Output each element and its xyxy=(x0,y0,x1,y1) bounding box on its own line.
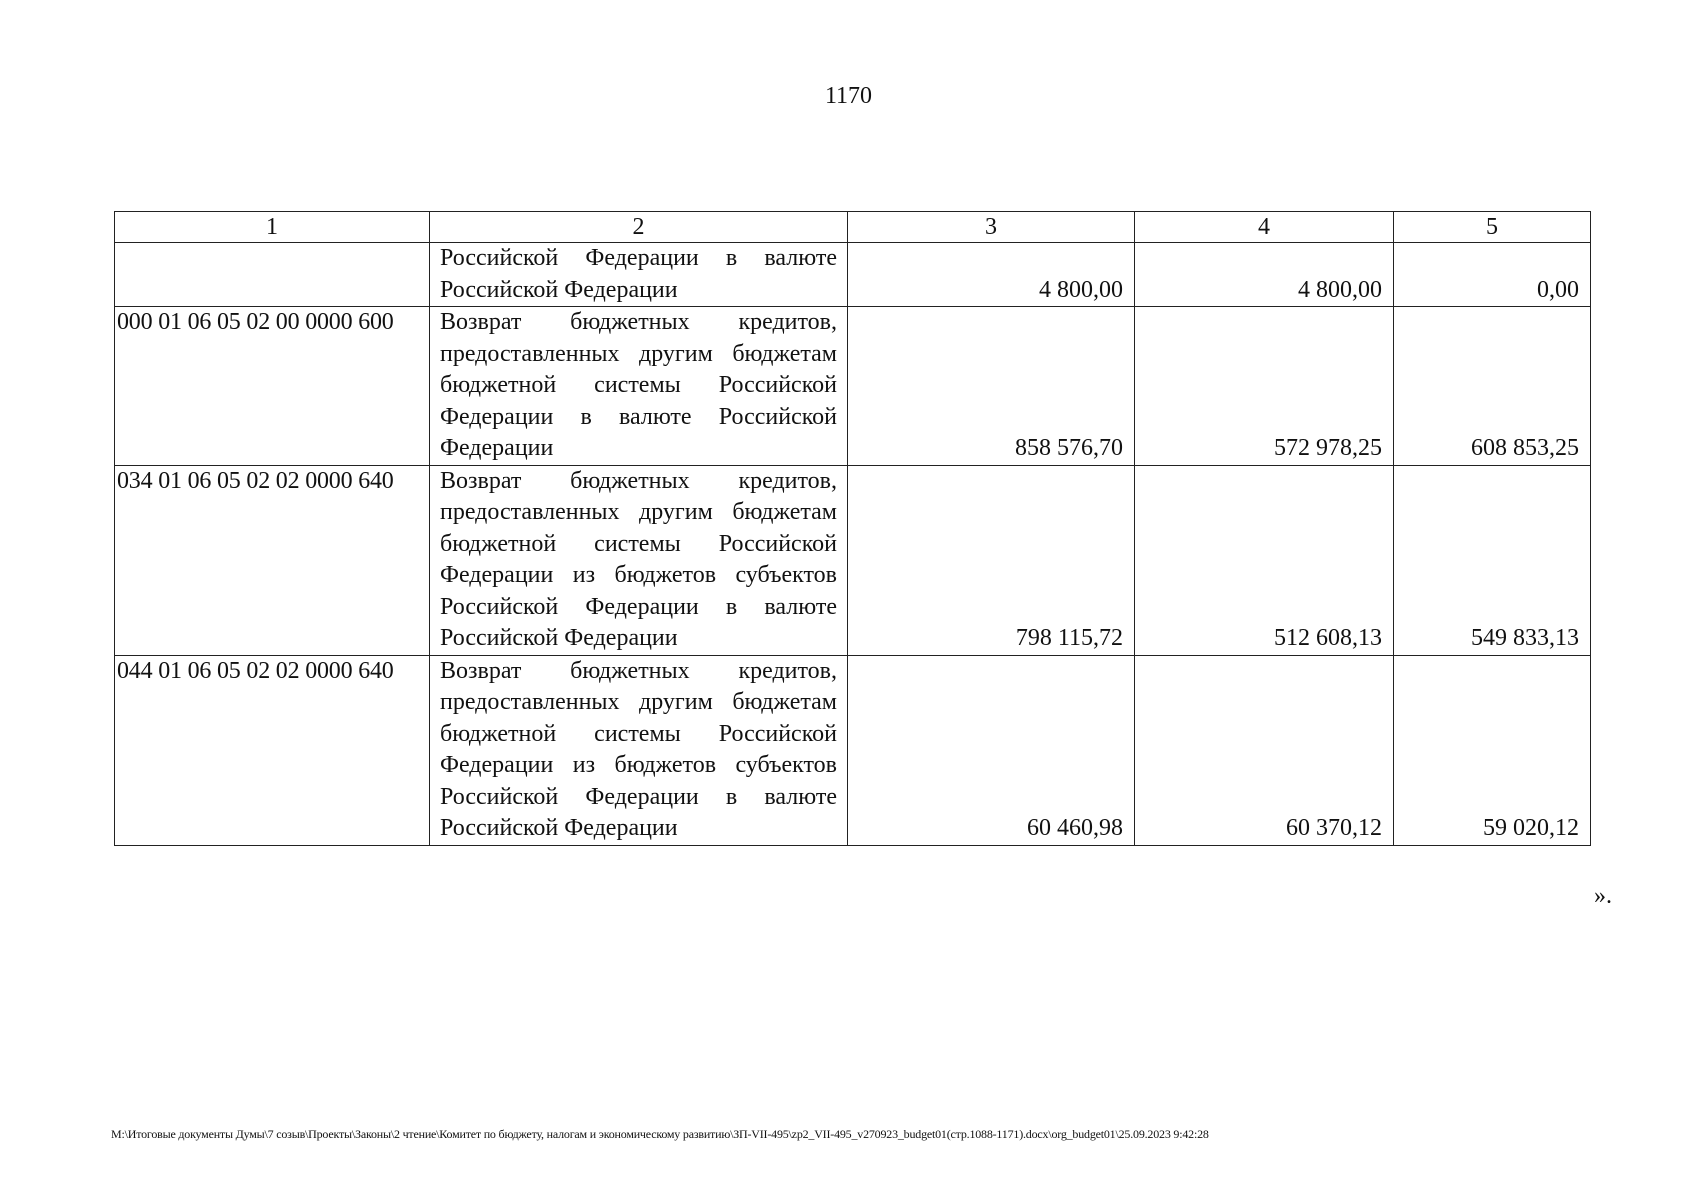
amount-cell-col5: 59 020,12 xyxy=(1394,655,1591,845)
column-header-5: 5 xyxy=(1394,212,1591,243)
amount-cell-col4: 60 370,12 xyxy=(1135,655,1394,845)
budget-code-cell: 000 01 06 05 02 00 0000 600 xyxy=(115,307,430,466)
amount-cell-col4: 572 978,25 xyxy=(1135,307,1394,466)
amount-cell-col5: 0,00 xyxy=(1394,243,1591,307)
amount-cell-col4: 4 800,00 xyxy=(1135,243,1394,307)
document-file-path-footer: M:\Итоговые документы Думы\7 созыв\Проекты\Законы\2 чтение\Комитет по бюджету, налогам и экономическому развитию\ЗП-VII-495\zp2_VII-495_v270923_budget01(стр.1088-1171).docx\org_budget01\25.09.2023 9:42:28 xyxy=(111,1127,1209,1141)
amount-cell-col3: 60 460,98 xyxy=(848,655,1135,845)
table-row xyxy=(115,243,1591,307)
budget-code-cell xyxy=(115,243,430,307)
description-cell: Возврат бюджетных кредитов, предоставленных другим бюджетам бюджетной системы Российской Федерации из бюджетов субъектов Российской Федерации в валюте Российской Федерации xyxy=(430,655,848,845)
amount-cell-col3: 858 576,70 xyxy=(848,307,1135,466)
closing-quote: ». xyxy=(1594,883,1612,909)
description-cell: Возврат бюджетных кредитов, предоставленных другим бюджетам бюджетной системы Российской Федерации из бюджетов субъектов Российской Федерации в валюте Российской Федерации xyxy=(430,465,848,655)
budget-sources-table xyxy=(114,211,1591,846)
column-header-3: 3 xyxy=(848,212,1135,243)
description-cell: Возврат бюджетных кредитов, предоставленных другим бюджетам бюджетной системы Российской Федерации в валюте Российской Федерации xyxy=(430,307,848,466)
amount-cell-col5: 549 833,13 xyxy=(1394,465,1591,655)
amount-cell-col3: 4 800,00 xyxy=(848,243,1135,307)
table-row xyxy=(115,307,1591,466)
amount-cell-col4: 512 608,13 xyxy=(1135,465,1394,655)
column-header-2: 2 xyxy=(430,212,848,243)
column-header-1: 1 xyxy=(115,212,430,243)
budget-code-cell: 034 01 06 05 02 02 0000 640 xyxy=(115,465,430,655)
page-number: 1170 xyxy=(824,83,873,109)
table-header-row xyxy=(115,212,1591,243)
table-row xyxy=(115,655,1591,845)
column-header-4: 4 xyxy=(1135,212,1394,243)
budget-code-cell: 044 01 06 05 02 02 0000 640 xyxy=(115,655,430,845)
amount-cell-col5: 608 853,25 xyxy=(1394,307,1591,466)
description-cell: Российской Федерации в валюте Российской Федерации xyxy=(430,243,848,307)
amount-cell-col3: 798 115,72 xyxy=(848,465,1135,655)
table-row xyxy=(115,465,1591,655)
